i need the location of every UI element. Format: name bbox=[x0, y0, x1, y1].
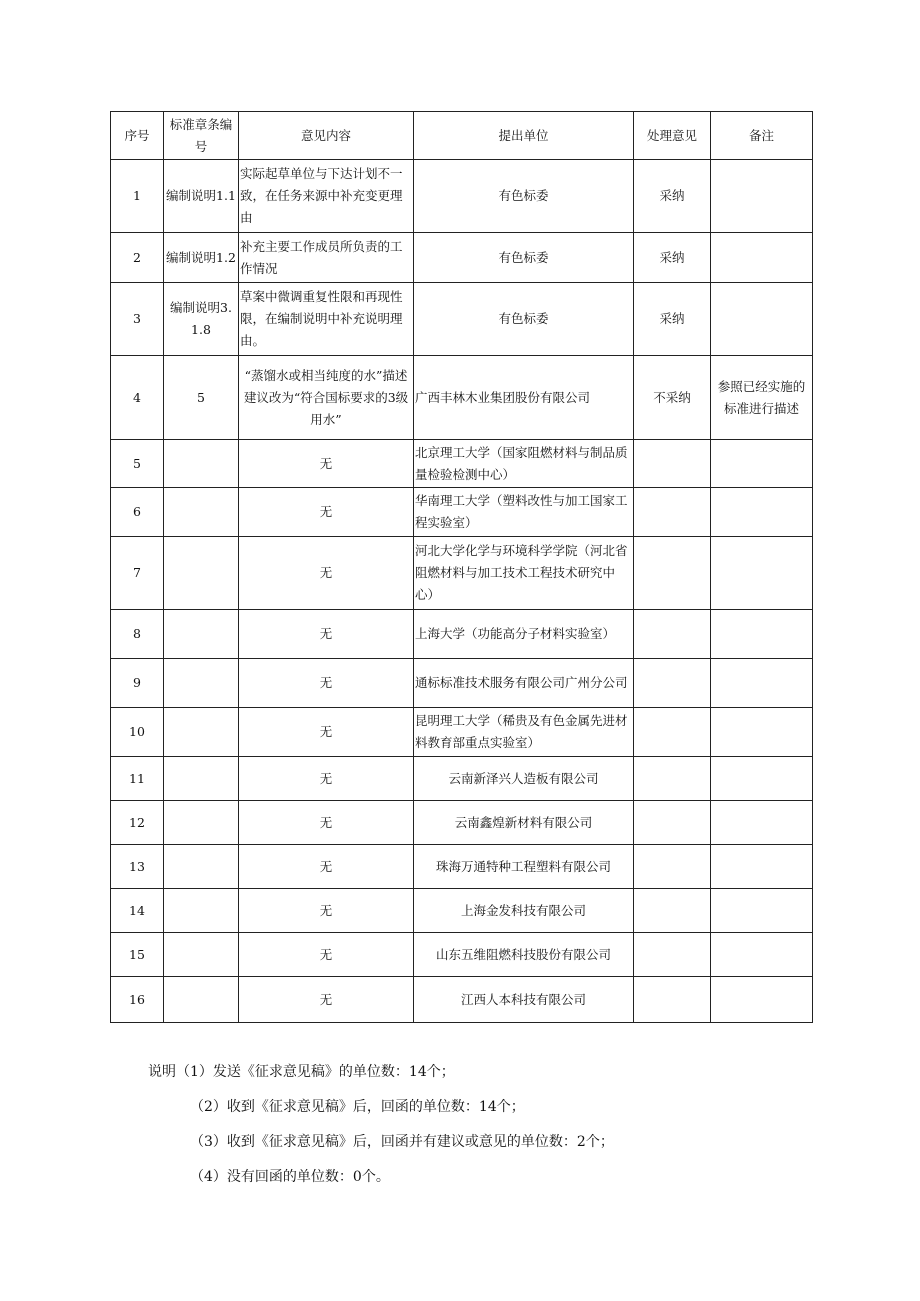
table-row bbox=[111, 537, 813, 610]
opinion-table bbox=[110, 111, 813, 1023]
cell-content: “蒸馏水或相当纯度的水”描述建议改为“符合国标要求的3级用水” bbox=[239, 356, 414, 440]
table-row bbox=[111, 708, 813, 757]
cell-remark bbox=[711, 537, 813, 610]
cell-content: 无 bbox=[239, 845, 414, 889]
cell-clause bbox=[164, 933, 239, 977]
cell-clause bbox=[164, 537, 239, 610]
cell-remark bbox=[711, 801, 813, 845]
cell-unit: 江西人本科技有限公司 bbox=[414, 977, 634, 1023]
cell-content: 无 bbox=[239, 977, 414, 1023]
cell-clause bbox=[164, 610, 239, 659]
cell-remark bbox=[711, 933, 813, 977]
cell-content: 无 bbox=[239, 757, 414, 801]
cell-content: 无 bbox=[239, 801, 414, 845]
cell-remark bbox=[711, 757, 813, 801]
cell-clause bbox=[164, 977, 239, 1023]
header-content: 意见内容 bbox=[239, 112, 414, 160]
cell-handling bbox=[634, 977, 711, 1023]
cell-handling bbox=[634, 537, 711, 610]
cell-unit: 北京理工大学（国家阻燃材料与制品质量检验检测中心） bbox=[414, 440, 634, 488]
cell-content: 无 bbox=[239, 889, 414, 933]
cell-unit: 通标标准技术服务有限公司广州分公司 bbox=[414, 659, 634, 708]
cell-remark bbox=[711, 610, 813, 659]
cell-content: 无 bbox=[239, 488, 414, 537]
cell-unit: 有色标委 bbox=[414, 160, 634, 233]
table-row bbox=[111, 488, 813, 537]
cell-handling bbox=[634, 845, 711, 889]
cell-content: 实际起草单位与下达计划不一致，在任务来源中补充变更理由 bbox=[239, 160, 414, 233]
note-line: （3）收到《征求意见稿》后，回函并有建议或意见的单位数：2个； bbox=[190, 1134, 614, 1150]
cell-seq: 13 bbox=[111, 845, 164, 889]
cell-unit: 山东五维阻燃科技股份有限公司 bbox=[414, 933, 634, 977]
cell-clause: 编制说明1.2 bbox=[164, 233, 239, 283]
cell-seq: 7 bbox=[111, 537, 164, 610]
cell-clause bbox=[164, 845, 239, 889]
cell-unit: 云南鑫煌新材料有限公司 bbox=[414, 801, 634, 845]
cell-seq: 1 bbox=[111, 160, 164, 233]
cell-clause bbox=[164, 889, 239, 933]
cell-clause bbox=[164, 801, 239, 845]
cell-content: 无 bbox=[239, 537, 414, 610]
cell-seq: 11 bbox=[111, 757, 164, 801]
cell-handling bbox=[634, 440, 711, 488]
cell-content: 无 bbox=[239, 610, 414, 659]
cell-seq: 5 bbox=[111, 440, 164, 488]
table-row bbox=[111, 356, 813, 440]
cell-content: 草案中微调重复性限和再现性限，在编制说明中补充说明理由。 bbox=[239, 283, 414, 356]
table-row bbox=[111, 233, 813, 283]
cell-clause: 5 bbox=[164, 356, 239, 440]
cell-remark bbox=[711, 889, 813, 933]
table-header-row bbox=[111, 112, 813, 160]
table-row bbox=[111, 801, 813, 845]
cell-remark bbox=[711, 488, 813, 537]
cell-handling: 不采纳 bbox=[634, 356, 711, 440]
header-remark: 备注 bbox=[711, 112, 813, 160]
cell-remark bbox=[711, 977, 813, 1023]
header-clause: 标准章条编号 bbox=[164, 112, 239, 160]
cell-clause: 编制说明3.1.8 bbox=[164, 283, 239, 356]
cell-handling bbox=[634, 708, 711, 757]
cell-clause bbox=[164, 757, 239, 801]
cell-remark bbox=[711, 160, 813, 233]
table-row bbox=[111, 440, 813, 488]
table-row bbox=[111, 889, 813, 933]
cell-remark bbox=[711, 233, 813, 283]
cell-seq: 12 bbox=[111, 801, 164, 845]
cell-unit: 有色标委 bbox=[414, 283, 634, 356]
cell-content: 无 bbox=[239, 933, 414, 977]
cell-handling bbox=[634, 659, 711, 708]
cell-clause bbox=[164, 440, 239, 488]
cell-seq: 15 bbox=[111, 933, 164, 977]
cell-unit: 上海大学（功能高分子材料实验室） bbox=[414, 610, 634, 659]
cell-remark bbox=[711, 440, 813, 488]
cell-remark: 参照已经实施的标准进行描述 bbox=[711, 356, 813, 440]
cell-seq: 8 bbox=[111, 610, 164, 659]
cell-seq: 3 bbox=[111, 283, 164, 356]
header-seq: 序号 bbox=[111, 112, 164, 160]
cell-seq: 16 bbox=[111, 977, 164, 1023]
cell-seq: 6 bbox=[111, 488, 164, 537]
cell-seq: 4 bbox=[111, 356, 164, 440]
cell-content: 无 bbox=[239, 708, 414, 757]
cell-handling: 采纳 bbox=[634, 233, 711, 283]
cell-clause bbox=[164, 659, 239, 708]
table-row bbox=[111, 933, 813, 977]
cell-unit: 珠海万通特种工程塑料有限公司 bbox=[414, 845, 634, 889]
cell-handling bbox=[634, 488, 711, 537]
cell-unit: 昆明理工大学（稀贵及有色金属先进材料教育部重点实验室） bbox=[414, 708, 634, 757]
cell-content: 补充主要工作成员所负责的工作情况 bbox=[239, 233, 414, 283]
cell-seq: 9 bbox=[111, 659, 164, 708]
table-row bbox=[111, 977, 813, 1023]
cell-unit: 云南新泽兴人造板有限公司 bbox=[414, 757, 634, 801]
table-row bbox=[111, 160, 813, 233]
cell-content: 无 bbox=[239, 440, 414, 488]
cell-seq: 14 bbox=[111, 889, 164, 933]
note-line: （4）没有回函的单位数：0个。 bbox=[190, 1169, 390, 1185]
table-row bbox=[111, 757, 813, 801]
cell-handling: 采纳 bbox=[634, 160, 711, 233]
cell-unit: 广西丰林木业集团股份有限公司 bbox=[414, 356, 634, 440]
cell-content: 无 bbox=[239, 659, 414, 708]
cell-handling: 采纳 bbox=[634, 283, 711, 356]
cell-unit: 上海金发科技有限公司 bbox=[414, 889, 634, 933]
cell-seq: 2 bbox=[111, 233, 164, 283]
cell-remark bbox=[711, 283, 813, 356]
note-line: （2）收到《征求意见稿》后，回函的单位数：14个； bbox=[190, 1099, 525, 1115]
note-line: 说明（1）发送《征求意见稿》的单位数：14个； bbox=[148, 1064, 455, 1080]
table-row bbox=[111, 610, 813, 659]
cell-unit: 河北大学化学与环境科学学院（河北省阻燃材料与加工技术工程技术研究中心） bbox=[414, 537, 634, 610]
cell-remark bbox=[711, 708, 813, 757]
cell-clause bbox=[164, 488, 239, 537]
cell-clause: 编制说明1.1 bbox=[164, 160, 239, 233]
cell-handling bbox=[634, 933, 711, 977]
header-unit: 提出单位 bbox=[414, 112, 634, 160]
cell-unit: 有色标委 bbox=[414, 233, 634, 283]
notes-section bbox=[148, 1055, 614, 1195]
table-row bbox=[111, 659, 813, 708]
cell-unit: 华南理工大学（塑料改性与加工国家工程实验室） bbox=[414, 488, 634, 537]
cell-handling bbox=[634, 757, 711, 801]
cell-handling bbox=[634, 801, 711, 845]
cell-clause bbox=[164, 708, 239, 757]
cell-remark bbox=[711, 845, 813, 889]
cell-remark bbox=[711, 659, 813, 708]
cell-handling bbox=[634, 889, 711, 933]
table-row bbox=[111, 845, 813, 889]
cell-handling bbox=[634, 610, 711, 659]
cell-seq: 10 bbox=[111, 708, 164, 757]
table-row bbox=[111, 283, 813, 356]
header-handling: 处理意见 bbox=[634, 112, 711, 160]
